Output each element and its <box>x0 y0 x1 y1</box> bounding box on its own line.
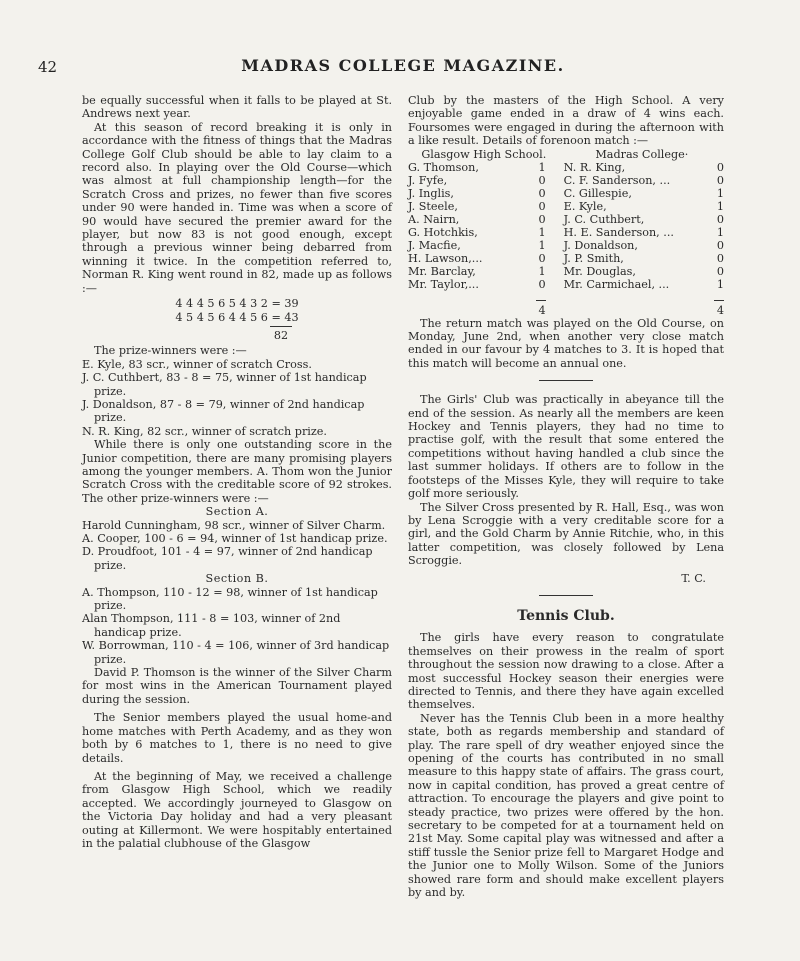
player-score: 1 <box>716 186 724 200</box>
score-line: 4 5 4 5 6 4 4 5 6 = 43 <box>175 310 299 324</box>
paragraph: The prize-winners were :— <box>94 344 247 358</box>
player-name: A. Nairn, <box>408 212 460 226</box>
player-score: 0 <box>716 238 724 252</box>
prize-entry: N. R. King, 82 scr., winner of scratch prize. <box>82 424 327 438</box>
prize-entry: A. Thompson, 110 - 12 = 98, winner of 1st handicap prize. <box>82 585 378 613</box>
player-name: C. F. Sanderson, ... <box>563 173 671 187</box>
section-heading: Section A. <box>205 505 269 519</box>
player-score: 0 <box>716 251 724 265</box>
table-header-row <box>408 148 724 161</box>
prize-entry: W. Borrowman, 110 - 4 = 106, winner of 3rd handicap prize. <box>82 639 390 666</box>
prize-entry: A. Cooper, 100 - 6 = 94, winner of 1st handicap prize. <box>82 532 388 545</box>
player-name: Mr. Douglas, <box>563 264 636 278</box>
match-results-table <box>408 148 724 317</box>
paragraph: While there is only one outstanding score in the Junior competition, there are many promising players among the younger members. A. Thom won the Junior Scratch Cross with the creditable score of 92 strokes. The other prize-winners were :— <box>82 438 392 505</box>
player-score: 0 <box>716 264 724 278</box>
player-score: 0 <box>538 173 546 187</box>
table-row <box>408 278 724 291</box>
prize-entry: J. Donaldson, 87 - 8 = 79, winner of 2nd handicap prize. <box>82 397 365 425</box>
player-score: 1 <box>538 160 546 174</box>
totals-row <box>408 304 724 317</box>
player-name: N. R. King, <box>563 160 626 174</box>
score-total: 82 <box>273 328 289 342</box>
player-score: 1 <box>716 199 724 213</box>
team-header: Madras College· <box>595 147 689 161</box>
player-score: 1 <box>716 277 724 291</box>
page-header <box>38 56 768 86</box>
team-total: 4 <box>538 303 546 317</box>
table-row <box>408 187 724 200</box>
player-name: J. Inglis, <box>408 186 454 200</box>
right-column <box>408 94 724 899</box>
paragraph: Club by the masters of the High School. A very enjoyable game ended in a draw of 4 wins each. Foursomes were engaged in during the afternoon with a like result. Details of forenoon match :— <box>408 94 724 148</box>
prize-entry: E. Kyle, 83 scr., winner of scratch Cross. <box>82 357 312 371</box>
prize-entry: Harold Cunningham, 98 scr., winner of Silver Charm. <box>82 518 386 532</box>
player-name: E. Kyle, <box>563 199 607 213</box>
score-card <box>82 297 392 342</box>
section-heading: Section B. <box>205 572 269 586</box>
paragraph: The return match was played on the Old Course, on Monday, June 2nd, when another very close match ended in our favour by 4 matches to 3. It is hoped that this match will become an annual one. <box>408 316 724 370</box>
score-line: 4 4 4 5 6 5 4 3 2 = 39 <box>175 297 299 311</box>
player-name: C. Gillespie, <box>563 186 632 200</box>
player-score: 1 <box>538 264 546 278</box>
player-name: J. Macfie, <box>408 238 461 252</box>
player-score: 0 <box>716 173 724 187</box>
team-header: Glasgow High School. <box>421 147 547 161</box>
divider <box>539 380 593 381</box>
table-row <box>408 252 724 265</box>
prize-entry: D. Proudfoot, 101 - 4 = 97, winner of 2nd handicap prize. <box>82 545 373 572</box>
player-score: 1 <box>538 238 546 252</box>
table-row <box>408 239 724 252</box>
player-score: 1 <box>538 225 546 239</box>
author-signature: T. C. <box>681 571 706 585</box>
paragraph: David P. Thomson is the winner of the Silver Charm for most wins in the American Tournament played during the session. <box>82 666 392 706</box>
player-name: J. Fyfe, <box>408 173 448 187</box>
player-name: G. Thomson, <box>408 160 479 174</box>
table-row <box>408 174 724 187</box>
player-score: 0 <box>716 160 724 174</box>
magazine-title: MADRAS COLLEGE MAGAZINE. <box>241 56 565 75</box>
player-name: Mr. Barclay, <box>408 264 476 278</box>
player-score: 0 <box>538 212 546 226</box>
player-name: J. Donaldson, <box>563 238 638 252</box>
player-name: H. Lawson,... <box>408 251 483 265</box>
paragraph: Never has the Tennis Club been in a more healthy state, both as regards membership and standard of play. The rare spell of dry weather enjoyed since the opening of the courts has contributed in no small measure to this happy state of affairs. The grass court, now in capital condition, has proved a great centre of attraction. To encourage the players and give point to steady practice, two prizes were offered by the hon. secretary to be competed for at a tournament held on 21st May. Some capital play was witnessed and after a stiff tussle the Senior prize fell to Margaret Hodge and the Junior one to Molly Wilson. Some of the Juniors showed rare form and should make excellent players by and by. <box>408 711 724 900</box>
table-row <box>408 265 724 278</box>
player-name: J. C. Cuthbert, <box>563 212 645 226</box>
paragraph: be equally successful when it falls to be played at St. Andrews next year. <box>82 94 392 121</box>
player-score: 0 <box>716 212 724 226</box>
player-name: H. E. Sanderson, ... <box>563 225 674 239</box>
player-score: 0 <box>538 186 546 200</box>
table-row <box>408 213 724 226</box>
table-row <box>408 226 724 239</box>
divider <box>539 595 593 596</box>
prize-entry: J. C. Cuthbert, 83 - 8 = 75, winner of 1st handicap prize. <box>82 371 367 398</box>
paragraph: The Senior members played the usual home-and home matches with Perth Academy, and as they won both by 6 matches to 1, there is no need to give details. <box>82 711 392 765</box>
player-name: G. Hotchkis, <box>408 225 478 239</box>
player-score: 0 <box>538 251 546 265</box>
player-score: 0 <box>538 199 546 213</box>
paragraph: At the beginning of May, we received a challenge from Glasgow High School, which we readily accepted. We accordingly journeyed to Glasgow on the Victoria Day holiday and had a very pleasant outing at Killermont. We were hospitably entertained in the palatial clubhouse of the Glasgow <box>82 769 392 850</box>
table-row <box>408 200 724 213</box>
page-number: 42 <box>38 58 58 76</box>
left-column <box>82 94 392 850</box>
paragraph: The Silver Cross presented by R. Hall, Esq., was won by Lena Scroggie with a very creditable score for a girl, and the Gold Charm by Annie Ritchie, who, in this latter competition, was closely followed by Lena Scroggie. <box>408 500 724 568</box>
player-score: 0 <box>538 277 546 291</box>
player-name: Mr. Carmichael, ... <box>563 277 670 291</box>
player-name: J. P. Smith, <box>563 251 624 265</box>
divider <box>270 326 292 327</box>
team-total: 4 <box>716 303 724 317</box>
paragraph: The girls have every reason to congratulate themselves on their prowess in the realm of sport throughout the session now drawing to a close. After a most successful Hockey season their energies were directed to Tennis, and there they have again excelled themselves. <box>408 631 724 712</box>
player-name: J. Steele, <box>408 199 458 213</box>
player-score: 1 <box>716 225 724 239</box>
section-title: Tennis Club. <box>517 607 615 624</box>
player-name: Mr. Taylor,... <box>408 277 479 291</box>
prize-entry: Alan Thompson, 111 - 8 = 103, winner of 2nd handicap prize. <box>82 612 341 639</box>
paragraph: The Girls' Club was practically in abeyance till the end of the session. As nearly all the members are keen Hockey and Tennis players, they had no time to practise golf, with the result that some entered the competitions without having handled a club since the last summer holidays. If others are to follow in the footsteps of the Misses Kyle, they will require to take golf more seriously. <box>408 393 724 501</box>
table-row <box>408 161 724 174</box>
paragraph: At this season of record breaking it is only in accordance with the fitness of things that the Madras College Golf Club should be able to lay claim to a record also. In playing over the Old Course—which was almost at full championship length—for the Scratch Cross and prizes, no fewer than five scores under 90 were handed in. Time was when a score of 90 would have secured the premier award for the player, but now 83 is not good enough, except through a previous winner being debarred from winning it twice. In the competition referred to, Norman R. King went round in 82, made up as follows :— <box>82 120 392 295</box>
